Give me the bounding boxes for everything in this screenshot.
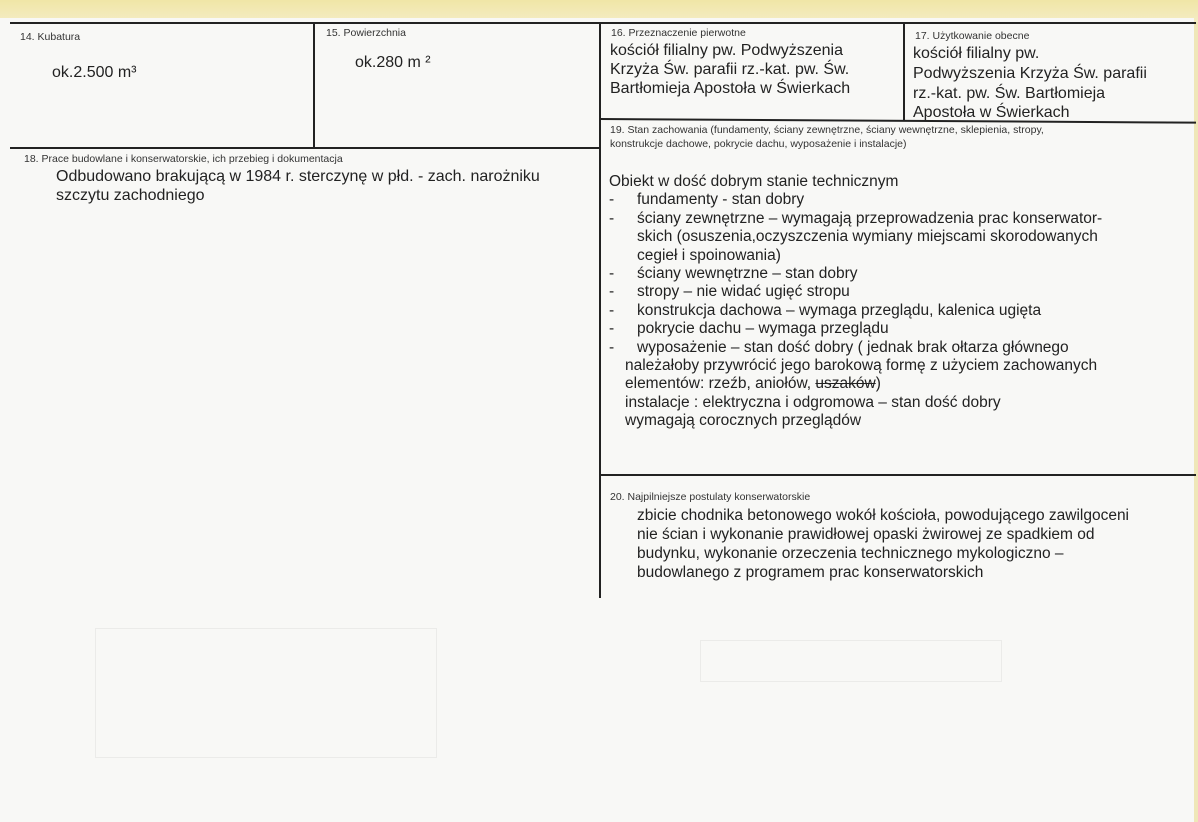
list-item-continuation: elementów: rzeźb, aniołów, uszaków) xyxy=(625,375,881,393)
uzytkowanie-line: Apostoła w Świerkach xyxy=(913,104,1070,121)
list-item-continuation: cegieł i spoinowania) xyxy=(637,246,781,264)
list-item: - wyposażenie – stan dość dobry ( jednak brak ołtarza głównego xyxy=(609,338,1069,356)
list-item: - ściany wewnętrzne – stan dobry xyxy=(609,265,858,283)
prace-line: Odbudowano brakującą w 1984 r. sterczynę w płd. - zach. narożniku xyxy=(56,168,540,185)
instalacje-line: wymagają corocznych przeglądów xyxy=(625,412,862,430)
grid-line-left-mid xyxy=(10,147,600,149)
przeznaczenie-line: kościół filialny pw. Podwyższenia xyxy=(610,42,843,59)
stan-label: 19. Stan zachowania (fundamenty, ściany zewnętrzne, ściany wewnętrzne, sklepienia, stropy, xyxy=(610,124,1044,136)
list-item: - stropy – nie widać ugięć stropu xyxy=(609,283,850,301)
powierzchnia-label: 15. Powierzchnia xyxy=(326,27,406,39)
right-paper-edge xyxy=(1194,22,1198,822)
stan-list xyxy=(609,173,1179,431)
grid-line-top xyxy=(10,22,1196,24)
list-item-continuation: skich (osuszenia,oczyszczenia wymiany miejscami skorodowanych xyxy=(637,228,1098,246)
list-item: - ściany zewnętrzne – wymagają przeprowadzenia prac konserwator- xyxy=(609,209,1103,227)
przeznaczenie-line: Krzyża Św. parafii rz.-kat. pw. Św. xyxy=(610,61,850,78)
postulaty-line: zbicie chodnika betonowego wokół kościoła, powodującego zawilgoceni xyxy=(637,507,1130,524)
uzytkowanie-line: Podwyższenia Krzyża Św. parafii xyxy=(913,65,1147,82)
uzytkowanie-line: rz.-kat. pw. Św. Bartłomieja xyxy=(913,85,1106,102)
prace-line: szczytu zachodniego xyxy=(56,187,205,204)
uzytkowanie-line: kościół filialny pw. xyxy=(913,45,1040,62)
list-item: - konstrukcja dachowa – wymaga przeglądu, kalenica ugięta xyxy=(609,301,1042,319)
stan-intro: Obiekt w dość dobrym stanie technicznym xyxy=(609,173,899,190)
list-item: - pokrycie dachu – wymaga przeglądu xyxy=(609,320,889,338)
postulaty-line: nie ścian i wykonanie prawidłowej opaski żwirowej ze spadkiem od xyxy=(637,526,1095,543)
kubatura-value: ok.2.500 m³ xyxy=(52,64,137,81)
postulaty-line: budowlanego z programem prac konserwatorskich xyxy=(637,564,984,581)
grid-line-v2 xyxy=(599,22,601,598)
stan-label: konstrukcje dachowe, pokrycie dachu, wyposażenie i instalacje) xyxy=(610,138,907,150)
struck-text: uszaków xyxy=(815,375,876,393)
prace-label: 18. Prace budowlane i konserwatorskie, ich przebieg i dokumentacja xyxy=(24,153,343,165)
postulaty-label: 20. Najpilniejsze postulaty konserwatorskie xyxy=(610,491,811,503)
postulaty-line: budynku, wykonanie orzeczenia technicznego mykologiczno – xyxy=(637,545,1064,562)
grid-line-v1 xyxy=(313,22,315,147)
powierzchnia-value: ok.280 m ² xyxy=(355,54,431,71)
list-item-continuation: należałoby przywrócić jego barokową formę z użyciem zachowanych xyxy=(625,357,1098,375)
grid-line-right-mid xyxy=(600,474,1196,476)
list-item: - fundamenty - stan dobry xyxy=(609,191,805,209)
instalacje-line: instalacje : elektryczna i odgromowa – stan dość dobry xyxy=(625,393,1001,411)
przeznaczenie-label: 16. Przeznaczenie pierwotne xyxy=(611,27,746,39)
przeznaczenie-line: Bartłomieja Apostoła w Świerkach xyxy=(610,80,851,97)
show-through-mark xyxy=(700,640,1002,682)
grid-line-v3 xyxy=(903,22,905,120)
uzytkowanie-label: 17. Użytkowanie obecne xyxy=(915,30,1030,42)
kubatura-label: 14. Kubatura xyxy=(20,31,81,43)
show-through-mark xyxy=(95,628,437,758)
